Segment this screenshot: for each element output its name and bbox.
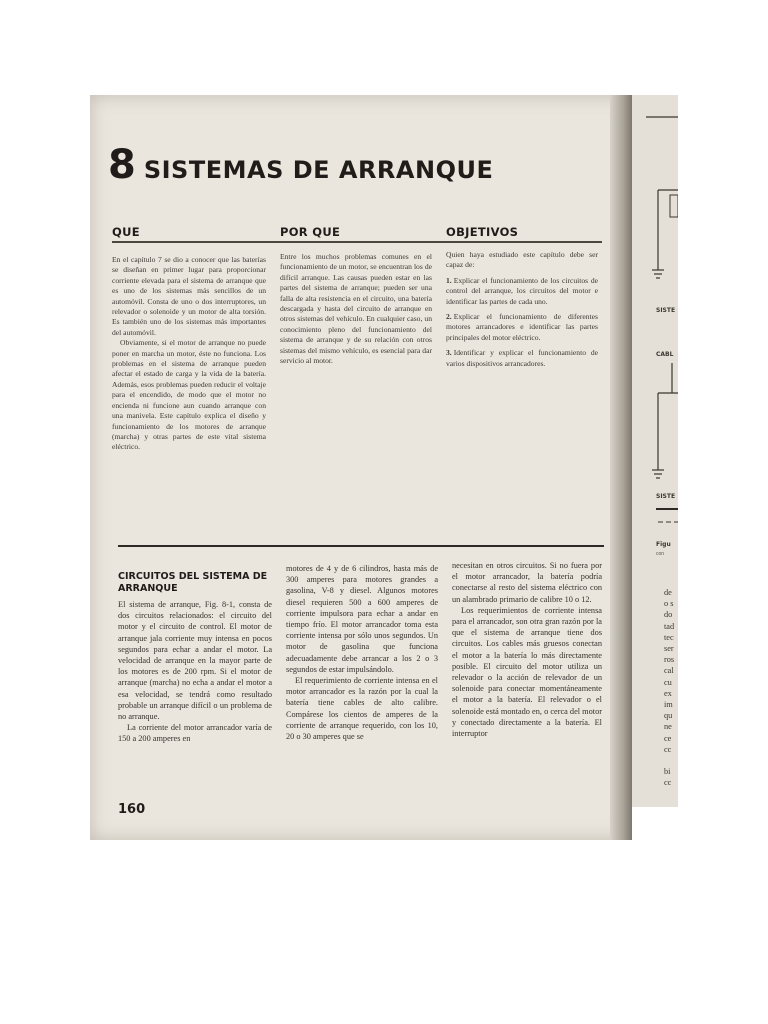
section-column-2 — [286, 563, 438, 742]
section-col1-paragraph-2: La corriente del motor arrancador varía de 150 a 200 amperes en — [118, 723, 272, 744]
next-page-label-1: SISTE — [656, 307, 676, 314]
section-col2-paragraph-2: El requerimiento de corriente intensa en el motor arrancador es la razón por la cual la batería tiene cables de alto calibre. Compárese los cientos de amperes de la corriente de arranque requerido, con los 10, 20 o 30 amperes que se — [286, 676, 438, 742]
chapter-heading — [108, 142, 494, 188]
next-page-label-3: SISTE — [656, 493, 676, 500]
heading-rule — [112, 241, 602, 243]
que-paragraph-1: En el capítulo 7 se dio a conocer que las baterías se diseñan en primer lugar para proporcionar corriente elevada para el sistema de arranque que es uno de los sistemas más sencillos de un automóvil. Consta de uno o dos interruptores, un relevador o solenoide y un motor de alta torsión. Es también uno de los sistemas más importantes del automóvil. — [112, 255, 266, 337]
section-rule — [118, 545, 604, 547]
section-column-3 — [452, 560, 602, 739]
objetivo-item-2: 2. Explicar el funcionamiento de diferentes motores arrancadores e identificar las partes principales del motor eléctrico. — [446, 312, 598, 342]
que-heading: QUE — [112, 225, 140, 239]
section-col3-paragraph-1: necesitan en otros circuitos. Si no fuera por el motor arrancador, la batería podría conectarse al resto del sistema eléctrico con un alambrado primario de calibre 10 o 12. — [452, 561, 602, 604]
por-que-paragraph-1: Entre los muchos problemas comunes en el funcionamiento de un motor, se encuentran los de difícil arranque. Las causas pueden estar en las partes del sistema de arranque; pueden ser una falla de alta resistencia en el circuito, una batería descargada y hasta del circuito de arranque en otros sistemas del vehículo. En cualquier caso, un conocimiento pleno del funcionamiento del sistema de arranque y de su relación con otros sistemas del mismo vehículo, es esencial para dar servicio al motor. — [280, 252, 432, 366]
chapter-number: 8 — [108, 142, 136, 188]
chapter-title: SISTEMAS DE ARRANQUE — [143, 156, 494, 184]
next-page-label-4: Figu — [656, 541, 671, 548]
por-que-column — [280, 252, 432, 366]
section-heading: CIRCUITOS DEL SISTEMA DE ARRANQUE — [118, 571, 268, 594]
objetivos-column — [446, 250, 598, 369]
next-page-edge — [632, 95, 678, 807]
next-page-caption-fragment: con — [656, 551, 665, 557]
book-page — [90, 95, 630, 840]
section-column-1 — [118, 599, 272, 745]
next-page-text-fragments: de o s do tad tec ser ros cal cu ex im qu ne ce cc bi cc — [664, 588, 675, 788]
objetivos-intro: Quien haya estudiado este capítulo debe ser capaz de: — [446, 250, 598, 270]
que-paragraph-2: Obviamente, si el motor de arranque no puede poner en marcha un motor, éste no funciona. Los problemas en el sistema de arranque pueden afectar el estado de carga y la vida de la batería. Además, esos problemas pueden reducir el voltaje para el encendido, de modo que el motor no encienda ni funcione aun cuando arranque con una manivela. Este capítulo explica el diseño y funcionamiento de los motores de arranque (marcha) y otras partes de este vital sistema eléctrico. — [112, 338, 266, 452]
objetivos-heading: OBJETIVOS — [446, 225, 519, 239]
objetivo-item-3: 3. Identificar y explicar el funcionamiento de varios dispositivos arrancadores. — [446, 348, 598, 368]
book-gutter — [610, 95, 632, 840]
page-number: 160 — [118, 802, 146, 817]
section-col3-paragraph-2: Los requerimientos de corriente intensa para el arrancador, son otra gran razón por la que el sistema de arranque tiene dos circuitos. Los cables más gruesos conectan el motor a la batería lo más directamente posible. El circuito del motor utiliza un relevador o la acción de relevador de un solenoide para conectar momentáneamente el motor a la batería. El relevador o el solenoide está montado en, o cerca del motor y conectado directamente a la batería. El interruptor — [452, 605, 602, 739]
que-column — [112, 255, 266, 453]
section-col2-paragraph-1: motores de 4 y de 6 cilindros, hasta más de 300 amperes para motores grandes a gasolina, V-8 y diesel. Algunos motores diesel requieren 500 a 600 amperes de corriente impulsora para echar a andar en tiempo frío. El motor arrancador toma esta corriente intensa por sólo unos segundos. Un motor de gasolina que funciona adecuadamente debe arrancar a los 2 o 3 segundos de estar impulsándolo. — [286, 564, 438, 674]
next-page-label-2: CABL — [656, 351, 674, 358]
objetivo-item-1: 1. Explicar el funcionamiento de los circuitos de control del arranque, los circuitos del motor e identificar las partes de cada uno. — [446, 275, 598, 306]
por-que-heading: POR QUE — [280, 225, 341, 239]
section-col1-paragraph-1: El sistema de arranque, Fig. 8-1, consta de dos circuitos relacionados: el circuito del motor y el circuito de control. El motor de arranque jala corriente muy intensa en pocos segundos para echar a andar el motor. La velocidad de arranque en la mayor parte de los motores es de 200 rpm. Si el motor de arranque (marcha) no echa a andar el motor a esa velocidad, se tendrá como resultado probable un arranque difícil o un problema de no arranque. — [118, 600, 272, 722]
